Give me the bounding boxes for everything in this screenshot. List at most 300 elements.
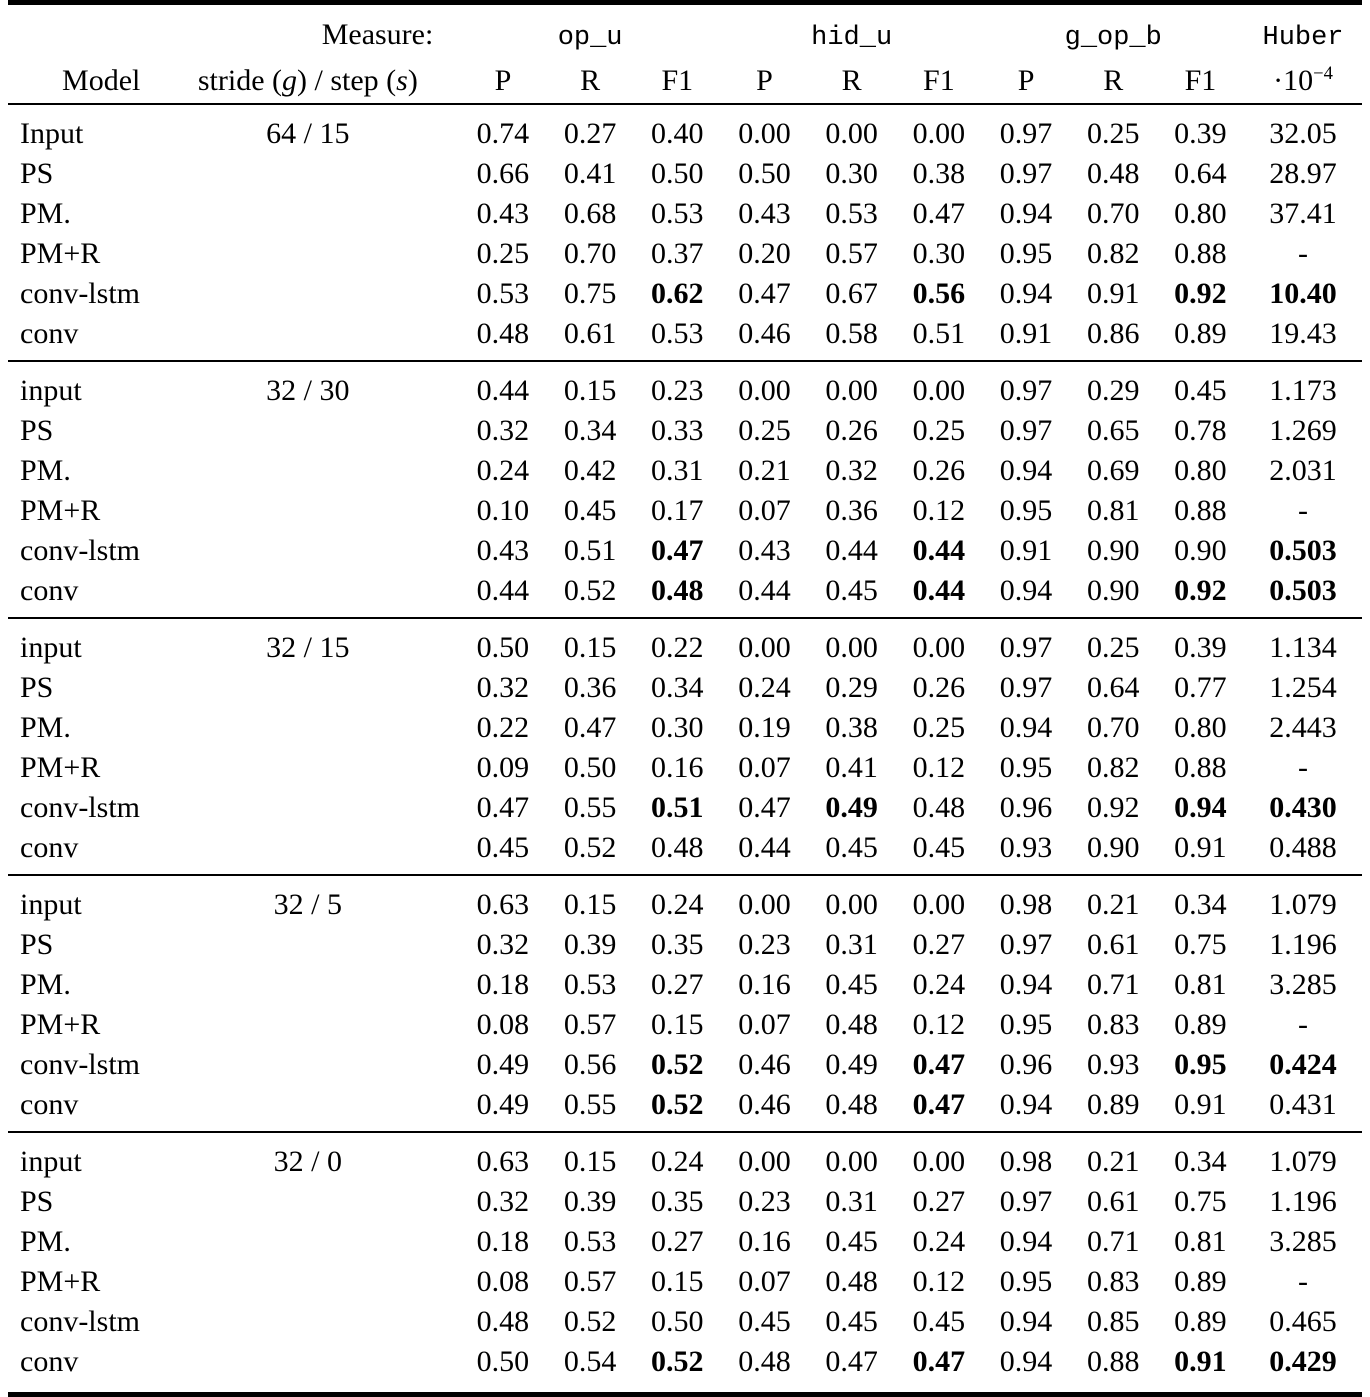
cell-metric: 0.92	[1157, 274, 1244, 314]
table-row	[8, 1142, 1362, 1182]
cell-metric: 0.47	[721, 788, 808, 828]
cell-metric: 0.52	[547, 1302, 634, 1342]
row-stride-step	[182, 1045, 459, 1085]
cell-metric: 0.71	[1070, 1222, 1157, 1262]
cell-metric: 0.77	[1157, 668, 1244, 708]
spacer-cell	[8, 1382, 1362, 1395]
header-op-u-r: R	[547, 59, 634, 104]
cell-huber: 0.503	[1244, 571, 1362, 611]
cell-metric: 0.61	[547, 314, 634, 354]
cell-metric: 0.23	[721, 1182, 808, 1222]
cell-metric: 0.94	[982, 571, 1069, 611]
cell-metric: 0.48	[808, 1262, 895, 1302]
cell-metric: 0.66	[459, 154, 546, 194]
cell-metric: 0.48	[1070, 154, 1157, 194]
cell-metric: 0.27	[547, 114, 634, 154]
spacer-cell	[8, 354, 1362, 361]
row-model-label: input	[8, 371, 182, 411]
cell-metric: 0.00	[895, 1142, 982, 1182]
cell-metric: 0.48	[459, 314, 546, 354]
row-stride-step	[182, 411, 459, 451]
table-row	[8, 1262, 1362, 1302]
cell-metric: 0.07	[721, 748, 808, 788]
cell-metric: 0.70	[1070, 708, 1157, 748]
cell-metric: 0.47	[547, 708, 634, 748]
cell-huber: 0.503	[1244, 531, 1362, 571]
cell-metric: 0.55	[547, 1085, 634, 1125]
cell-metric: 0.69	[1070, 451, 1157, 491]
cell-huber: 0.430	[1244, 788, 1362, 828]
cell-metric: 0.27	[895, 1182, 982, 1222]
cell-metric: 0.50	[634, 154, 721, 194]
row-stride-step: 32 / 0	[182, 1142, 459, 1182]
table-row	[8, 1182, 1362, 1222]
cell-metric: 0.45	[1157, 371, 1244, 411]
cell-metric: 0.93	[1070, 1045, 1157, 1085]
cell-metric: 0.12	[895, 491, 982, 531]
row-model-label: conv-lstm	[8, 531, 182, 571]
row-model-label: conv	[8, 828, 182, 868]
cell-metric: 0.98	[982, 1142, 1069, 1182]
cell-metric: 0.48	[634, 828, 721, 868]
row-model-label: conv	[8, 314, 182, 354]
table-row	[8, 708, 1362, 748]
cell-metric: 0.38	[808, 708, 895, 748]
cell-metric: 0.35	[634, 1182, 721, 1222]
table-spacer	[8, 1133, 1362, 1142]
cell-metric: 0.94	[982, 965, 1069, 1005]
cell-metric: 0.51	[895, 314, 982, 354]
row-stride-step	[182, 748, 459, 788]
cell-metric: 0.00	[895, 371, 982, 411]
cell-metric: 0.53	[459, 274, 546, 314]
cell-metric: 0.39	[547, 925, 634, 965]
row-stride-step: 32 / 30	[182, 371, 459, 411]
table-spacer	[8, 362, 1362, 371]
header-hid-u-r: R	[808, 59, 895, 104]
cell-metric: 0.20	[721, 234, 808, 274]
table-spacer	[8, 611, 1362, 618]
cell-metric: 0.26	[895, 451, 982, 491]
table-row	[8, 1222, 1362, 1262]
cell-metric: 0.22	[459, 708, 546, 748]
table-row	[8, 451, 1362, 491]
cell-metric: 0.34	[1157, 885, 1244, 925]
cell-huber: 32.05	[1244, 114, 1362, 154]
row-stride-step	[182, 571, 459, 611]
results-table	[8, 0, 1362, 1397]
cell-metric: 0.12	[895, 1005, 982, 1045]
cell-metric: 0.00	[895, 114, 982, 154]
table-row	[8, 571, 1362, 611]
cell-huber: 19.43	[1244, 314, 1362, 354]
cell-metric: 0.80	[1157, 708, 1244, 748]
table-spacer	[8, 105, 1362, 114]
table-row	[8, 1342, 1362, 1382]
spacer-cell	[8, 611, 1362, 618]
cell-metric: 0.25	[721, 411, 808, 451]
table-row	[8, 885, 1362, 925]
cell-metric: 0.32	[459, 1182, 546, 1222]
row-stride-step	[182, 531, 459, 571]
cell-metric: 0.48	[895, 788, 982, 828]
table-spacer	[8, 5, 1362, 14]
cell-metric: 0.48	[634, 571, 721, 611]
cell-metric: 0.90	[1070, 828, 1157, 868]
table-row	[8, 668, 1362, 708]
cell-metric: 0.24	[895, 1222, 982, 1262]
cell-metric: 0.26	[895, 668, 982, 708]
cell-metric: 0.64	[1070, 668, 1157, 708]
cell-metric: 0.12	[895, 1262, 982, 1302]
table-row	[8, 114, 1362, 154]
cell-metric: 0.92	[1157, 571, 1244, 611]
cell-huber: 0.431	[1244, 1085, 1362, 1125]
cell-metric: 0.52	[634, 1342, 721, 1382]
cell-metric: 0.78	[1157, 411, 1244, 451]
table-row	[8, 411, 1362, 451]
cell-metric: 0.81	[1157, 1222, 1244, 1262]
cell-metric: 0.44	[721, 571, 808, 611]
cell-metric: 0.24	[895, 965, 982, 1005]
row-stride-step: 64 / 15	[182, 114, 459, 154]
cell-metric: 0.50	[721, 154, 808, 194]
cell-metric: 0.97	[982, 925, 1069, 965]
table-row	[8, 1045, 1362, 1085]
cell-huber: -	[1244, 234, 1362, 274]
cell-huber: 1.134	[1244, 628, 1362, 668]
cell-metric: 0.57	[547, 1262, 634, 1302]
row-stride-step	[182, 451, 459, 491]
cell-metric: 0.45	[895, 828, 982, 868]
cell-metric: 0.54	[547, 1342, 634, 1382]
cell-metric: 0.68	[547, 194, 634, 234]
cell-huber: 1.269	[1244, 411, 1362, 451]
cell-metric: 0.29	[808, 668, 895, 708]
row-model-label: PM.	[8, 194, 182, 234]
cell-metric: 0.95	[982, 234, 1069, 274]
table-row	[8, 531, 1362, 571]
spacer-cell	[8, 1133, 1362, 1142]
row-stride-step	[182, 274, 459, 314]
cell-huber: -	[1244, 748, 1362, 788]
table-row	[8, 234, 1362, 274]
cell-metric: 0.31	[808, 1182, 895, 1222]
cell-metric: 0.46	[721, 1085, 808, 1125]
table-row	[8, 491, 1362, 531]
row-stride-step	[182, 491, 459, 531]
cell-huber: 3.285	[1244, 965, 1362, 1005]
cell-huber: 1.254	[1244, 668, 1362, 708]
header-stride-step: stride (g) / step (s)	[182, 59, 459, 104]
group-header-g-op-b: g_op_b	[982, 14, 1244, 59]
cell-metric: 0.74	[459, 114, 546, 154]
cell-metric: 0.40	[634, 114, 721, 154]
row-model-label: PM+R	[8, 748, 182, 788]
cell-metric: 0.89	[1157, 1005, 1244, 1045]
cell-metric: 0.97	[982, 154, 1069, 194]
cell-metric: 0.45	[808, 1302, 895, 1342]
cell-huber: 1.196	[1244, 1182, 1362, 1222]
cell-metric: 0.94	[982, 451, 1069, 491]
cell-huber: 28.97	[1244, 154, 1362, 194]
row-stride-step	[182, 828, 459, 868]
cell-metric: 0.61	[1070, 1182, 1157, 1222]
cell-metric: 0.31	[808, 925, 895, 965]
cell-metric: 0.97	[982, 1182, 1069, 1222]
table-row	[8, 828, 1362, 868]
cell-metric: 0.65	[1070, 411, 1157, 451]
cell-metric: 0.41	[547, 154, 634, 194]
cell-metric: 0.43	[721, 531, 808, 571]
cell-metric: 0.07	[721, 1005, 808, 1045]
row-model-label: PM+R	[8, 1005, 182, 1045]
row-stride-step	[182, 1342, 459, 1382]
cell-metric: 0.26	[808, 411, 895, 451]
cell-metric: 0.27	[895, 925, 982, 965]
header-hid-u-p: P	[721, 59, 808, 104]
cell-metric: 0.91	[982, 531, 1069, 571]
table-row	[8, 1085, 1362, 1125]
cell-metric: 0.57	[808, 234, 895, 274]
cell-metric: 0.42	[547, 451, 634, 491]
cell-metric: 0.97	[982, 371, 1069, 411]
cell-metric: 0.44	[721, 828, 808, 868]
table-row	[8, 274, 1362, 314]
spacer-cell	[8, 619, 1362, 628]
row-model-label: conv-lstm	[8, 1302, 182, 1342]
cell-metric: 0.98	[982, 885, 1069, 925]
cell-metric: 0.44	[895, 571, 982, 611]
cell-metric: 0.95	[982, 491, 1069, 531]
cell-metric: 0.89	[1157, 314, 1244, 354]
cell-metric: 0.81	[1157, 965, 1244, 1005]
cell-metric: 0.32	[808, 451, 895, 491]
row-model-label: PM.	[8, 451, 182, 491]
cell-metric: 0.00	[808, 1142, 895, 1182]
cell-metric: 0.24	[721, 668, 808, 708]
cell-metric: 0.46	[721, 314, 808, 354]
cell-metric: 0.47	[895, 1342, 982, 1382]
cell-metric: 0.37	[634, 234, 721, 274]
row-model-label: input	[8, 885, 182, 925]
row-stride-step	[182, 708, 459, 748]
table-row	[8, 925, 1362, 965]
cell-metric: 0.23	[721, 925, 808, 965]
cell-metric: 0.15	[547, 371, 634, 411]
cell-metric: 0.93	[982, 828, 1069, 868]
cell-metric: 0.44	[459, 571, 546, 611]
table-row	[8, 748, 1362, 788]
cell-metric: 0.47	[895, 194, 982, 234]
cell-metric: 0.92	[1070, 788, 1157, 828]
cell-metric: 0.32	[459, 925, 546, 965]
cell-metric: 0.57	[547, 1005, 634, 1045]
cell-metric: 0.63	[459, 1142, 546, 1182]
cell-metric: 0.94	[982, 1085, 1069, 1125]
cell-metric: 0.97	[982, 114, 1069, 154]
row-stride-step	[182, 965, 459, 1005]
cell-metric: 0.17	[634, 491, 721, 531]
row-stride-step	[182, 194, 459, 234]
cell-metric: 0.25	[895, 411, 982, 451]
spacer-cell	[8, 876, 1362, 885]
cell-metric: 0.00	[895, 885, 982, 925]
spacer-cell	[8, 5, 1362, 14]
cell-metric: 0.45	[895, 1302, 982, 1342]
cell-metric: 0.75	[1157, 1182, 1244, 1222]
cell-metric: 0.82	[1070, 234, 1157, 274]
row-model-label: conv-lstm	[8, 274, 182, 314]
table-row	[8, 628, 1362, 668]
cell-metric: 0.86	[1070, 314, 1157, 354]
cell-metric: 0.45	[808, 965, 895, 1005]
cell-metric: 0.27	[634, 965, 721, 1005]
table-row	[8, 1302, 1362, 1342]
cell-metric: 0.34	[1157, 1142, 1244, 1182]
cell-metric: 0.47	[895, 1085, 982, 1125]
row-stride-step	[182, 1222, 459, 1262]
group-header-hid-u: hid_u	[721, 14, 983, 59]
cell-metric: 0.97	[982, 668, 1069, 708]
cell-metric: 0.34	[634, 668, 721, 708]
cell-metric: 0.89	[1070, 1085, 1157, 1125]
cell-metric: 0.47	[721, 274, 808, 314]
table-spacer	[8, 619, 1362, 628]
cell-metric: 0.53	[634, 314, 721, 354]
cell-metric: 0.51	[547, 531, 634, 571]
cell-metric: 0.75	[1157, 925, 1244, 965]
cell-metric: 0.45	[808, 571, 895, 611]
cell-metric: 0.46	[721, 1045, 808, 1085]
row-stride-step: 32 / 5	[182, 885, 459, 925]
cell-huber: -	[1244, 1262, 1362, 1302]
cell-metric: 0.64	[1157, 154, 1244, 194]
cell-metric: 0.16	[721, 1222, 808, 1262]
cell-huber: 1.196	[1244, 925, 1362, 965]
row-stride-step	[182, 788, 459, 828]
cell-metric: 0.39	[1157, 114, 1244, 154]
cell-huber: 1.079	[1244, 885, 1362, 925]
cell-metric: 0.67	[808, 274, 895, 314]
cell-metric: 0.83	[1070, 1262, 1157, 1302]
cell-metric: 0.24	[634, 885, 721, 925]
cell-metric: 0.88	[1157, 234, 1244, 274]
cell-metric: 0.91	[1157, 1085, 1244, 1125]
cell-metric: 0.56	[895, 274, 982, 314]
cell-metric: 0.94	[982, 1342, 1069, 1382]
cell-metric: 0.08	[459, 1005, 546, 1045]
cell-metric: 0.97	[982, 411, 1069, 451]
cell-metric: 0.00	[808, 885, 895, 925]
row-model-label: conv-lstm	[8, 788, 182, 828]
cell-metric: 0.12	[895, 748, 982, 788]
cell-metric: 0.36	[808, 491, 895, 531]
cell-metric: 0.09	[459, 748, 546, 788]
cell-metric: 0.39	[547, 1182, 634, 1222]
cell-metric: 0.45	[459, 828, 546, 868]
cell-metric: 0.94	[982, 274, 1069, 314]
row-stride-step	[182, 154, 459, 194]
cell-huber: 37.41	[1244, 194, 1362, 234]
cell-metric: 0.51	[634, 788, 721, 828]
cell-metric: 0.00	[808, 114, 895, 154]
cell-metric: 0.00	[721, 371, 808, 411]
cell-metric: 0.30	[808, 154, 895, 194]
cell-metric: 0.15	[547, 1142, 634, 1182]
row-stride-step	[182, 1182, 459, 1222]
table-row	[8, 965, 1362, 1005]
cell-metric: 0.96	[982, 1045, 1069, 1085]
cell-huber: 0.465	[1244, 1302, 1362, 1342]
row-stride-step	[182, 314, 459, 354]
cell-metric: 0.88	[1157, 491, 1244, 531]
cell-metric: 0.21	[1070, 885, 1157, 925]
cell-metric: 0.29	[1070, 371, 1157, 411]
row-model-label: Input	[8, 114, 182, 154]
cell-metric: 0.91	[982, 314, 1069, 354]
header-op-u-f1: F1	[634, 59, 721, 104]
header-op-u-p: P	[459, 59, 546, 104]
table-row	[8, 788, 1362, 828]
cell-metric: 0.91	[1070, 274, 1157, 314]
header-g-op-b-f1: F1	[1157, 59, 1244, 104]
row-model-label: PM.	[8, 1222, 182, 1262]
cell-metric: 0.00	[721, 885, 808, 925]
cell-metric: 0.95	[1157, 1045, 1244, 1085]
header-group-row	[8, 14, 1362, 59]
cell-metric: 0.70	[547, 234, 634, 274]
cell-metric: 0.50	[634, 1302, 721, 1342]
cell-metric: 0.61	[1070, 925, 1157, 965]
cell-metric: 0.07	[721, 491, 808, 531]
row-model-label: PS	[8, 668, 182, 708]
table-row	[8, 1005, 1362, 1045]
cell-metric: 0.47	[634, 531, 721, 571]
cell-metric: 0.41	[808, 748, 895, 788]
cell-metric: 0.47	[895, 1045, 982, 1085]
row-model-label: PS	[8, 411, 182, 451]
cell-huber: -	[1244, 491, 1362, 531]
row-model-label: PM+R	[8, 1262, 182, 1302]
cell-metric: 0.18	[459, 965, 546, 1005]
cell-huber: 3.285	[1244, 1222, 1362, 1262]
cell-metric: 0.52	[547, 571, 634, 611]
cell-metric: 0.94	[982, 194, 1069, 234]
cell-metric: 0.47	[459, 788, 546, 828]
cell-metric: 0.10	[459, 491, 546, 531]
cell-metric: 0.95	[982, 1005, 1069, 1045]
cell-metric: 0.48	[459, 1302, 546, 1342]
row-model-label: conv	[8, 571, 182, 611]
row-model-label: PM.	[8, 965, 182, 1005]
table-spacer	[8, 868, 1362, 875]
cell-metric: 0.00	[808, 628, 895, 668]
table-row	[8, 154, 1362, 194]
spacer-cell	[8, 362, 1362, 371]
cell-metric: 0.15	[547, 885, 634, 925]
row-stride-step	[182, 925, 459, 965]
cell-metric: 0.24	[459, 451, 546, 491]
cell-metric: 0.96	[982, 788, 1069, 828]
cell-huber: 2.031	[1244, 451, 1362, 491]
cell-metric: 0.56	[547, 1045, 634, 1085]
row-model-label: conv	[8, 1085, 182, 1125]
cell-metric: 0.55	[547, 788, 634, 828]
row-stride-step	[182, 1302, 459, 1342]
cell-metric: 0.95	[982, 748, 1069, 788]
cell-metric: 0.45	[808, 828, 895, 868]
